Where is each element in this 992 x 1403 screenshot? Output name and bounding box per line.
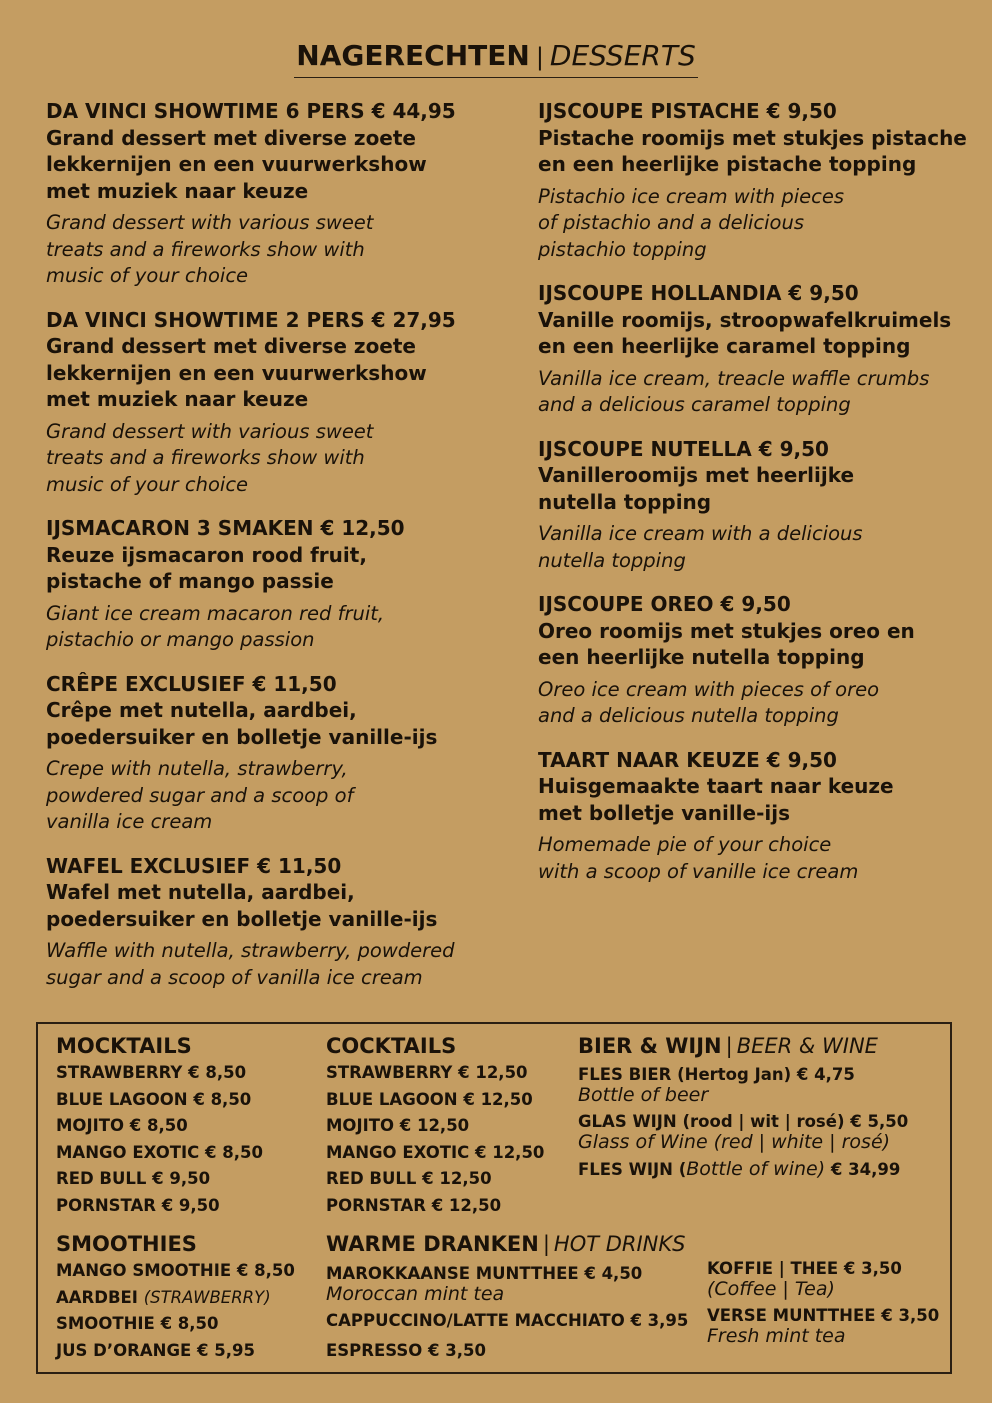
dessert-name: IJSCOUPE NUTELLA € 9,50 xyxy=(538,436,829,461)
dessert-description-nl: Oreo roomijs met stukjes oreo en een heerlijke nutella topping xyxy=(538,618,915,669)
dessert-description-en: Homemade pie of your choice with a scoop of vanille ice cream xyxy=(538,833,859,883)
dessert-description-nl: Wafel met nutella, aardbei, poedersuiker en bolletje vanille-ijs xyxy=(46,880,438,931)
smoothie-item: SMOOTHIE € 8,50 xyxy=(56,1314,219,1333)
drinks-box xyxy=(36,1022,952,1374)
cocktail-item: MANGO EXOTIC € 12,50 xyxy=(326,1142,545,1162)
dessert-description-nl: Huisgemaakte taart naar keuze met bolletje vanille-ijs xyxy=(538,774,894,825)
dessert-name: IJSCOUPE OREO € 9,50 xyxy=(538,592,791,616)
smoothies-heading: SMOOTHIES xyxy=(56,1232,197,1256)
hot-drink-item: ESPRESSO € 3,50 xyxy=(326,1341,486,1360)
hot-drinks-section xyxy=(326,1230,688,1362)
mocktail-item: BLUE LAGOON € 8,50 xyxy=(56,1089,252,1109)
heading-separator: | xyxy=(542,1232,550,1256)
title-nl: NAGERECHTEN xyxy=(296,39,530,72)
title-separator: | xyxy=(535,43,544,71)
bottle-wine-item xyxy=(578,1158,908,1181)
mocktail-item: MOJITO € 8,50 xyxy=(56,1116,188,1135)
beer-wine-section xyxy=(578,1032,908,1181)
dessert-column-right xyxy=(538,98,978,902)
dessert-description-en: Vanilla ice cream, treacle waffle crumbs and a delicious caramel topping xyxy=(538,366,930,416)
dessert-description-nl: Crêpe met nutella, aardbei, poedersuiker en bolletje vanille-ijs xyxy=(46,698,438,749)
mocktail-item: MANGO EXOTIC € 8,50 xyxy=(56,1142,263,1162)
heading-separator: | xyxy=(725,1034,733,1058)
beer-item-en: Bottle of beer xyxy=(578,1084,709,1106)
hot-drinks-section-right xyxy=(707,1258,939,1352)
dessert-name: IJSCOUPE PISTACHE € 9,50 xyxy=(538,99,837,123)
hot-drinks-heading-nl: WARME DRANKEN xyxy=(326,1232,539,1256)
cocktail-item: MOJITO € 12,50 xyxy=(326,1116,470,1135)
cocktails-heading: COCKTAILS xyxy=(326,1034,457,1058)
cocktail-item: RED BULL € 12,50 xyxy=(326,1169,492,1188)
hot-drinks-heading xyxy=(326,1230,688,1258)
dessert-description-nl: Reuze ijsmacaron rood fruit, pistache of mango passie xyxy=(46,542,367,593)
dessert-item xyxy=(46,853,516,992)
dessert-item xyxy=(538,436,978,575)
dessert-item xyxy=(46,671,516,836)
hot-drink-item: MAROKKAANSE MUNTTHEE € 4,50 xyxy=(326,1264,643,1283)
dessert-description-en: Pistachio ice cream with pieces of pistachio and a delicious pistachio topping xyxy=(538,184,845,261)
title-en: DESSERTS xyxy=(549,39,696,72)
dessert-description-en: Grand dessert with various sweet treats and a fireworks show with music of your choice xyxy=(46,211,374,287)
dessert-description-nl: Vanilleroomijs met heerlijke nutella topping xyxy=(538,463,855,514)
bottle-wine-label: FLES WIJN ( xyxy=(578,1160,687,1179)
smoothie-strawberry-en: (STRAWBERRY) xyxy=(143,1287,271,1307)
beer-item: FLES BIER (Hertog Jan) € 4,75 xyxy=(578,1065,855,1084)
smoothie-item xyxy=(56,1285,295,1312)
glass-wine-item-en: Glass of Wine (red | white | rosé) xyxy=(578,1131,891,1153)
mocktail-item: PORNSTAR € 9,50 xyxy=(56,1195,220,1215)
mocktails-section xyxy=(56,1032,263,1219)
smoothie-item: JUS D’ORANGE € 5,95 xyxy=(56,1340,255,1360)
dessert-description-nl: Grand dessert met diverse zoete lekkernijen en een vuurwerkshow met muziek naar keuze xyxy=(46,125,427,203)
cocktails-section xyxy=(326,1032,544,1219)
dessert-item xyxy=(538,280,978,419)
dessert-name: DA VINCI SHOWTIME 6 PERS € 44,95 xyxy=(46,99,456,123)
dessert-description-nl: Vanille roomijs, stroopwafelkruimels en een heerlijke caramel topping xyxy=(538,307,952,358)
smoothies-section xyxy=(56,1230,295,1364)
dessert-description-en: Waffle with nutella, strawberry, powdered sugar and a scoop of vanilla ice cream xyxy=(46,939,455,989)
cocktail-item: BLUE LAGOON € 12,50 xyxy=(326,1089,533,1109)
beer-wine-heading xyxy=(578,1032,908,1060)
dessert-name: IJSMACARON 3 SMAKEN € 12,50 xyxy=(46,516,405,540)
cocktail-item: PORNSTAR € 12,50 xyxy=(326,1195,502,1215)
beer-wine-heading-en: BEER & WINE xyxy=(736,1034,878,1058)
mocktails-heading: MOCKTAILS xyxy=(56,1034,192,1058)
dessert-item xyxy=(46,307,516,499)
dessert-name: IJSCOUPE HOLLANDIA € 9,50 xyxy=(538,281,859,305)
dessert-name: WAFEL EXCLUSIEF € 11,50 xyxy=(46,853,342,878)
hot-drink-item: KOFFIE | THEE € 3,50 xyxy=(707,1259,902,1278)
dessert-description-en: Crepe with nutella, strawberry, powdered sugar and a scoop of vanilla ice cream xyxy=(46,757,354,833)
dessert-item xyxy=(538,98,978,263)
dessert-item xyxy=(46,515,516,654)
hot-drink-item-en: (Coffee | Tea) xyxy=(707,1278,835,1300)
dessert-column-left xyxy=(46,98,516,1008)
dessert-description-nl: Pistache roomijs met stukjes pistache en een heerlijke pistache topping xyxy=(538,125,967,176)
hot-drink-item-en: Moroccan mint tea xyxy=(326,1283,505,1305)
hot-drink-item: VERSE MUNTTHEE € 3,50 xyxy=(707,1306,940,1325)
hot-drink-item: CAPPUCCINO/LATTE MACCHIATO € 3,95 xyxy=(326,1311,689,1330)
dessert-item xyxy=(46,98,516,290)
hot-drink-item-en: Fresh mint tea xyxy=(707,1325,846,1347)
dessert-item xyxy=(538,747,978,886)
mocktail-item: RED BULL € 9,50 xyxy=(56,1169,211,1188)
mocktail-item: STRAWBERRY € 8,50 xyxy=(56,1063,247,1082)
bottle-wine-price: € 34,99 xyxy=(825,1160,901,1179)
bottle-wine-label-en: Bottle of wine) xyxy=(686,1158,826,1180)
dessert-description-en: Oreo ice cream with pieces of oreo and a delicious nutella topping xyxy=(538,677,880,727)
dessert-name: DA VINCI SHOWTIME 2 PERS € 27,95 xyxy=(46,307,456,332)
title-underline-wrap xyxy=(294,38,697,78)
dessert-name: CRÊPE EXCLUSIEF € 11,50 xyxy=(46,671,337,696)
smoothie-item: MANGO SMOOTHIE € 8,50 xyxy=(56,1261,295,1280)
beer-wine-heading-nl: BIER & WIJN xyxy=(578,1034,722,1058)
dessert-name: TAART NAAR KEUZE € 9,50 xyxy=(538,747,837,772)
dessert-description-en: Grand dessert with various sweet treats and a fireworks show with music of your choice xyxy=(46,419,374,496)
dessert-item xyxy=(538,591,978,730)
dessert-description-nl: Grand dessert met diverse zoete lekkernijen en een vuurwerkshow met muziek naar keuze xyxy=(46,334,427,411)
glass-wine-item: GLAS WIJN (rood | wit | rosé) € 5,50 xyxy=(578,1112,909,1131)
dessert-description-en: Giant ice cream macaron red fruit, pistachio or mango passion xyxy=(46,601,385,651)
hot-drinks-heading-en: HOT DRINKS xyxy=(553,1232,686,1256)
dessert-description-en: Vanilla ice cream with a delicious nutella topping xyxy=(538,522,863,572)
page-title xyxy=(0,38,992,78)
smoothie-strawberry-nl: AARDBEI xyxy=(56,1287,144,1307)
cocktail-item: STRAWBERRY € 12,50 xyxy=(326,1063,528,1082)
